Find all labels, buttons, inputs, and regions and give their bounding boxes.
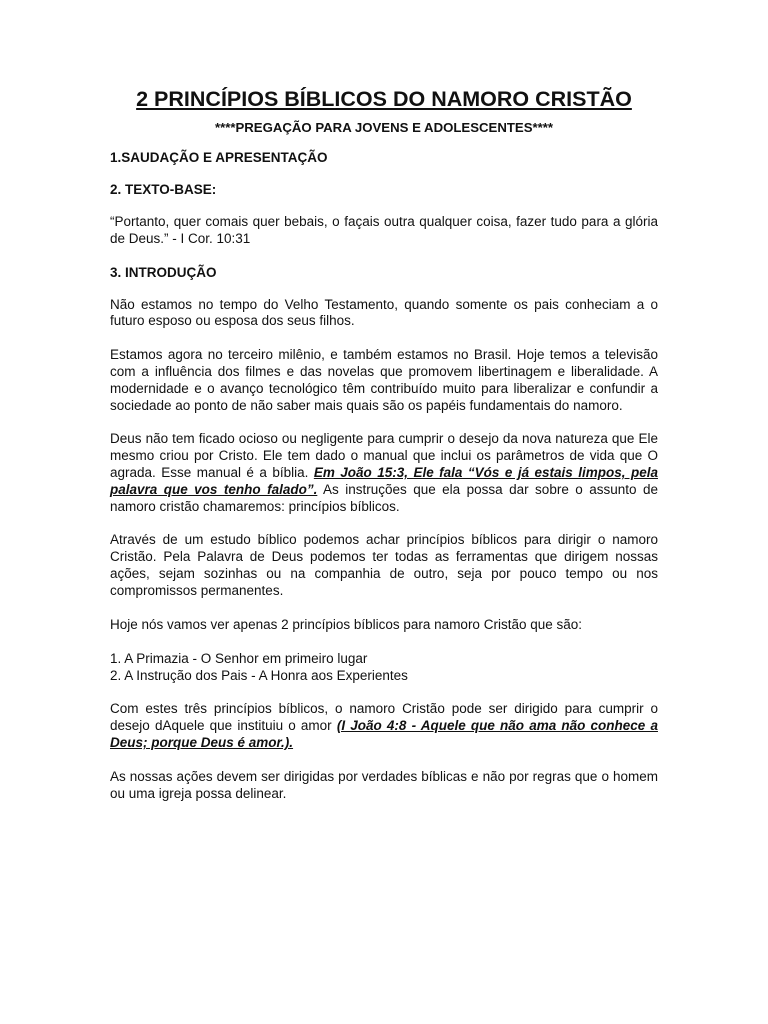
intro-paragraph-1: Não estamos no tempo do Velho Testamento, quando somente os pais conheciam a o futuro esposo ou esposa dos seus filhos.: [110, 296, 658, 329]
scripture-quote-1-john-4-8: (I João 4:8 - Aquele que não ama não conhece a Deus; porque Deus é amor.).: [110, 718, 658, 750]
section-heading-greeting: 1.SAUDAÇÃO E APRESENTAÇÃO: [110, 150, 328, 165]
paragraph-text: As instruções que ela possa dar sobre o assunto de namoro cristão chamaremos: princípios bíblicos.: [110, 481, 658, 514]
document-body: [110, 86, 658, 819]
base-verse-paragraph: “Portanto, quer comais quer bebais, o façais outra qualquer coisa, fazer tudo para a glória de Deus.” - I Cor. 10:31: [110, 214, 658, 246]
section-heading-introduction: 3. INTRODUÇÃO: [110, 264, 217, 280]
list-item: 2. A Instrução dos Pais - A Honra aos Experientes: [110, 668, 408, 684]
section-heading-base-text: 2. TEXTO-BASE:: [110, 182, 217, 197]
paragraph-text: Deus não tem ficado ocioso ou negligente para cumprir o desejo da nova natureza que Ele mesmo criou por Cristo. Ele tem dado o manual que inclui os parâmetros de vida que O agrada. Esse manual é a bíblia.: [110, 431, 658, 480]
paragraph-text: Com estes três princípios bíblicos, o namoro Cristão pode ser dirigido para cumprir o desejo dAquele que instituiu o amor: [110, 701, 658, 734]
intro-paragraph-2: Estamos agora no terceiro milênio, e também estamos no Brasil. Hoje temos a televisão com a influência dos filmes e das novelas que promovem libertinagem e liberalidade. A modernidade e o avanço tecnológico têm contribuído muito para liberalizar e confundir a sociedade ao ponto de não saber mais quais são os papéis fundamentais do namoro.: [110, 347, 658, 413]
intro-paragraph-5: Hoje nós vamos ver apenas 2 princípios bíblicos para namoro Cristão que são:: [110, 616, 582, 632]
principles-list: [110, 650, 658, 684]
document-subtitle: ****PREGAÇÃO PARA JOVENS E ADOLESCENTES****: [214, 120, 554, 135]
intro-paragraph-4: Através de um estudo bíblico podemos achar princípios bíblicos para dirigir o namoro Cristão. Pela Palavra de Deus podemos ter todas as ferramentas que dirigem nossas ações, sejam sozinhas ou na companhia de outro, seja por pouco tempo ou nos compromissos permanentes.: [110, 532, 658, 598]
intro-paragraph-6: [110, 701, 658, 751]
list-item: 1. A Primazia - O Senhor em primeiro lugar: [110, 651, 368, 667]
intro-paragraph-7: As nossas ações devem ser dirigidas por verdades bíblicas e não por regras que o homem ou uma igreja possa delinear.: [110, 768, 658, 801]
scripture-quote-john-15-3: Em João 15:3, Ele fala “Vós e já estais limpos, pela palavra que vos tenho falado”.: [110, 464, 658, 497]
intro-paragraph-3: [110, 431, 658, 515]
document-title: 2 PRINCÍPIOS BÍBLICOS DO NAMORO CRISTÃO: [136, 87, 632, 111]
